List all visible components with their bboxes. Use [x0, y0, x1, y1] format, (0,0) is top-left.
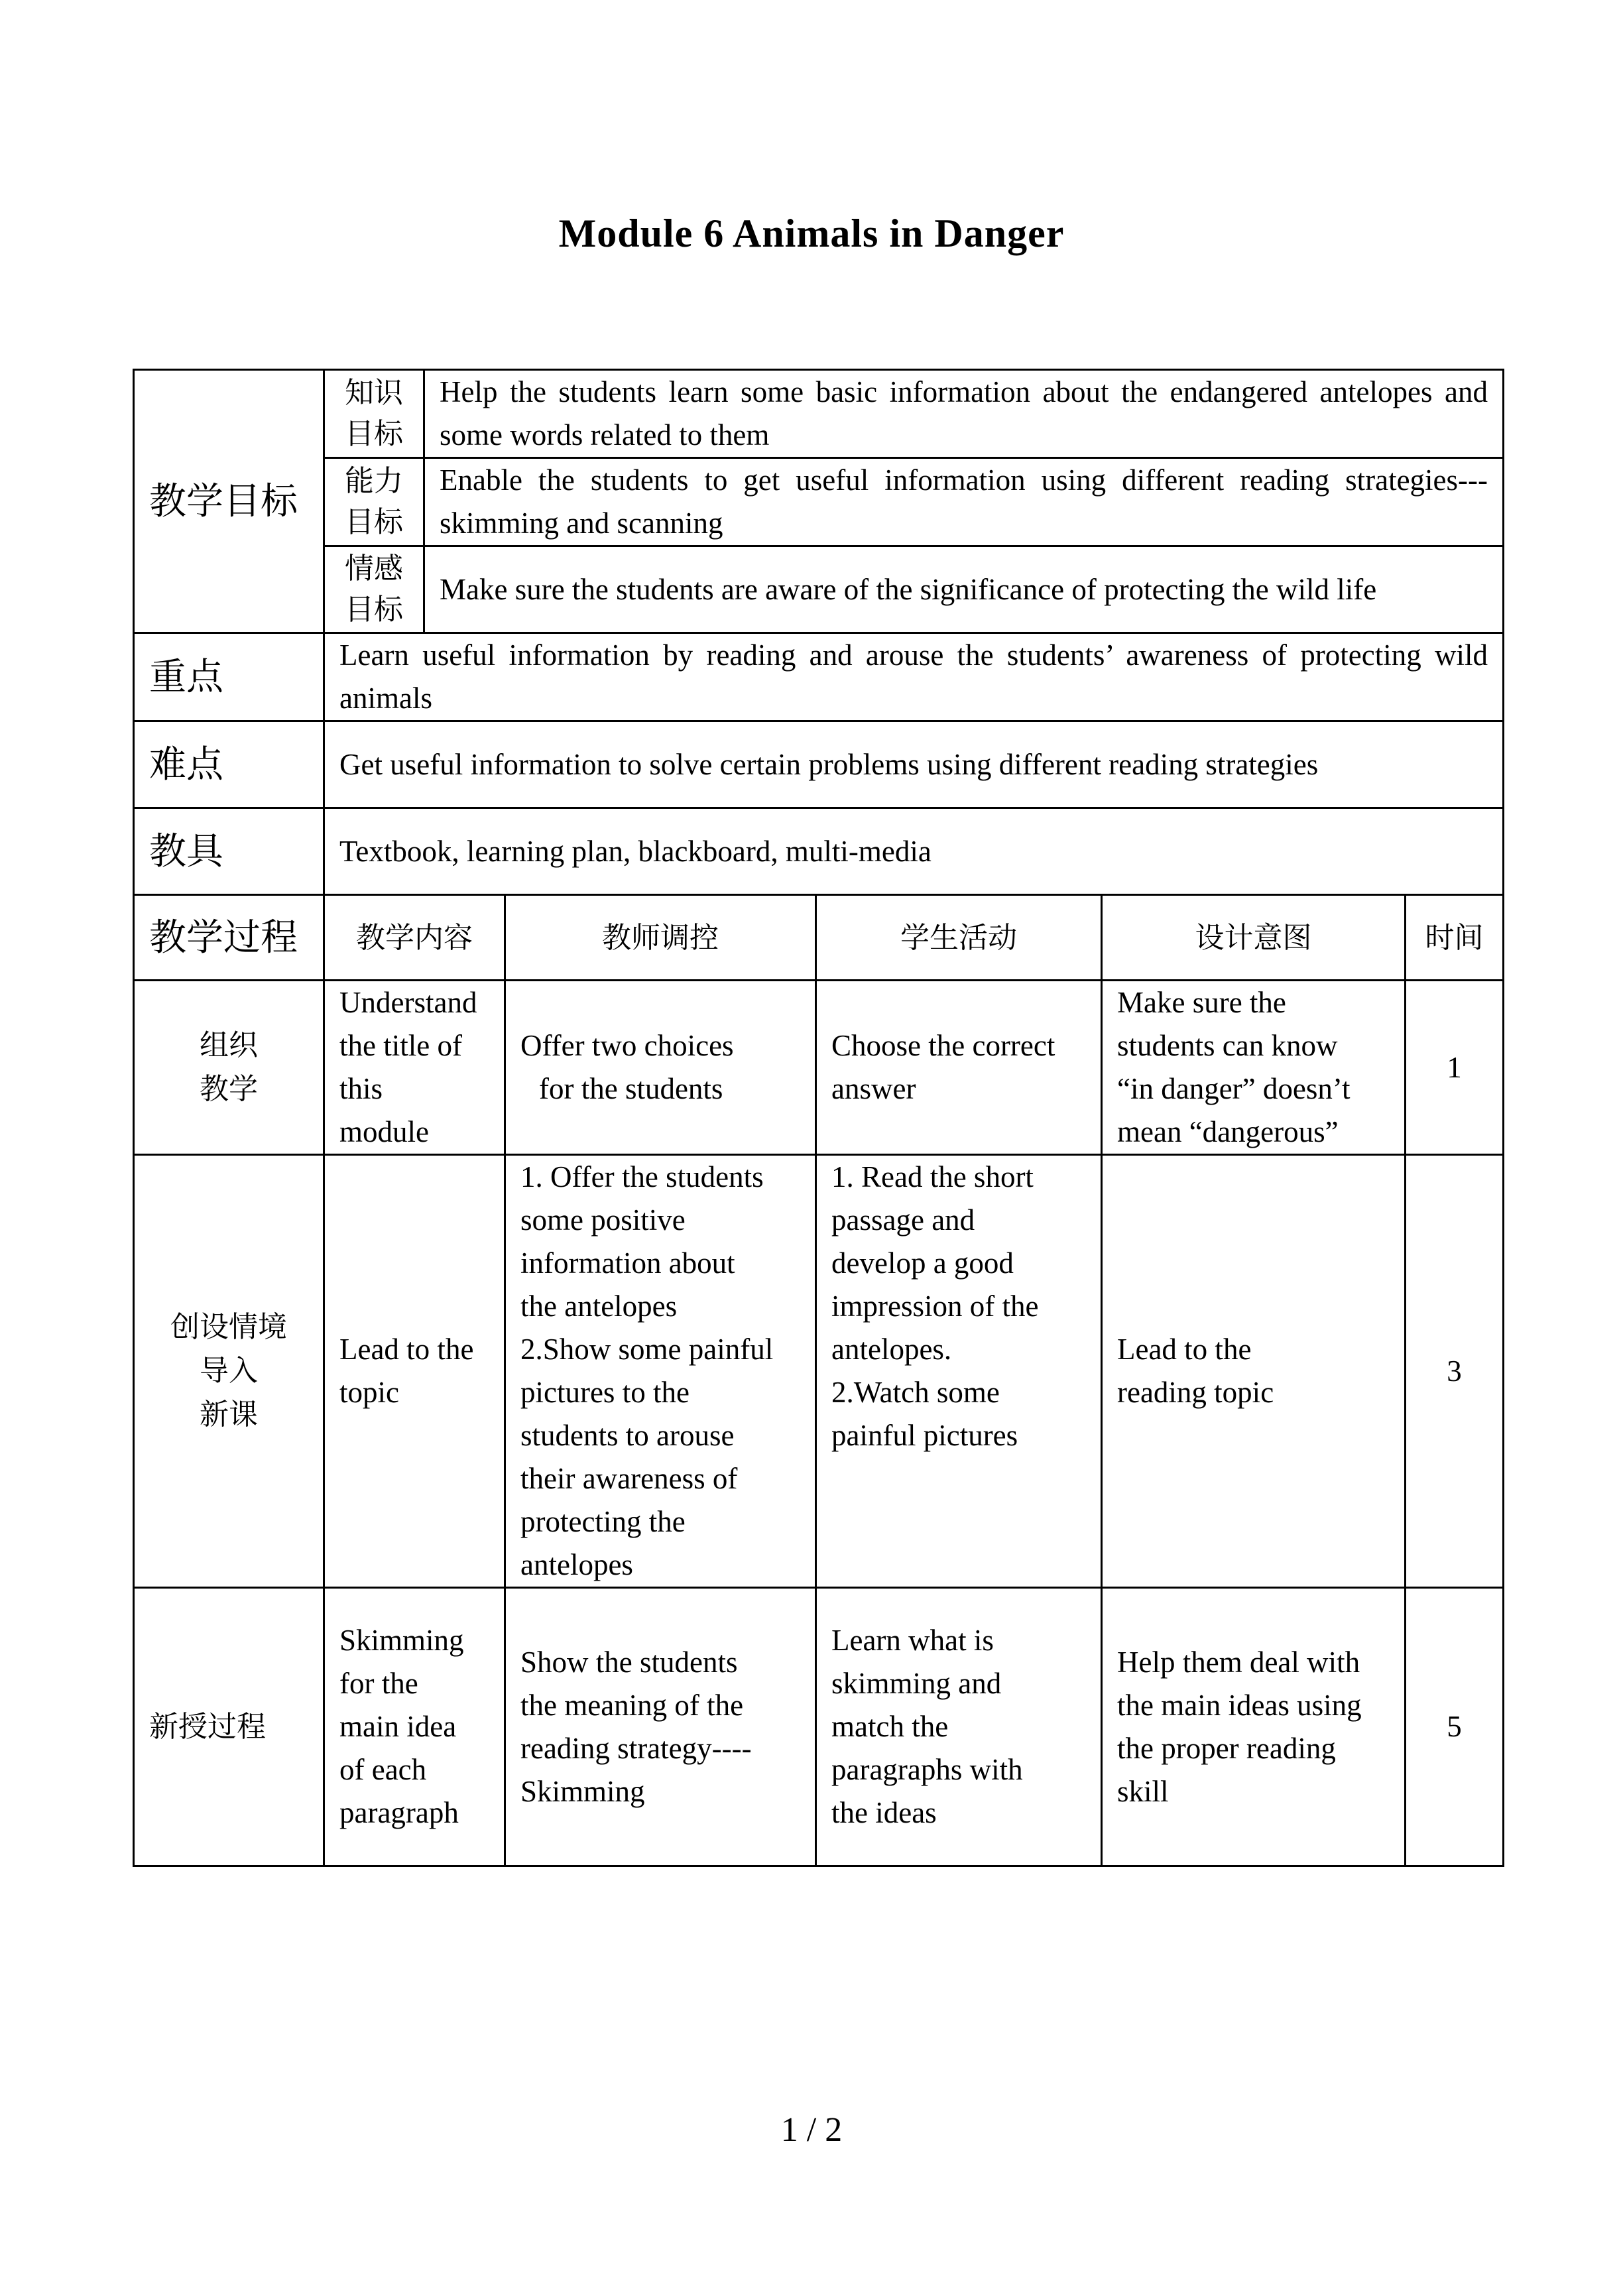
- objective-sub-label: 知识 目标: [324, 370, 424, 458]
- time-cell: 5: [1406, 1588, 1504, 1866]
- content-cell: Skimming for the main idea of each paragraph: [324, 1588, 505, 1866]
- key-points-row: [134, 633, 1504, 721]
- purpose-cell: Lead to the reading topic: [1102, 1155, 1406, 1588]
- content-cell: Lead to the topic: [324, 1155, 505, 1588]
- key-points-text: Learn useful information by reading and arouse the students’ awareness of protecting wild animals: [324, 633, 1504, 721]
- stage-cell: 组织 教学: [134, 981, 324, 1155]
- difficult-points-row: [134, 721, 1504, 808]
- objective-row-ability: [134, 458, 1504, 546]
- process-row: [134, 1155, 1504, 1588]
- lesson-plan-table: [133, 369, 1504, 1867]
- time-cell: 3: [1406, 1155, 1504, 1588]
- purpose-cell: Make sure the students can know “in danger” doesn’t mean “dangerous”: [1102, 981, 1406, 1155]
- column-header: 教学内容: [324, 895, 505, 981]
- page-title: Module 6 Animals in Danger: [558, 211, 1065, 255]
- page-number: 1 / 2: [780, 2111, 843, 2149]
- process-header-row: [134, 895, 1504, 981]
- difficult-points-label: 难点: [134, 721, 324, 808]
- process-row: [134, 981, 1504, 1155]
- teaching-aids-text: Textbook, learning plan, blackboard, multi-media: [324, 808, 1504, 895]
- teacher-cell: Offer two choices for the students: [505, 981, 816, 1155]
- stage-cell: 创设情境 导入 新课: [134, 1155, 324, 1588]
- objective-text: Help the students learn some basic information about the endangered antelopes and some words related to them: [424, 370, 1504, 458]
- key-points-label: 重点: [134, 633, 324, 721]
- student-cell: Learn what is skimming and match the paragraphs with the ideas: [816, 1588, 1102, 1866]
- objective-text: Make sure the students are aware of the significance of protecting the wild life: [424, 546, 1504, 633]
- objectives-label: 教学目标: [134, 370, 324, 633]
- student-cell: 1. Read the short passage and develop a good impression of the antelopes. 2.Watch some painful pictures: [816, 1155, 1102, 1588]
- content-cell: Understand the title of this module: [324, 981, 505, 1155]
- objective-row-knowledge: [134, 370, 1504, 458]
- teacher-cell: 1. Offer the students some positive information about the antelopes 2.Show some painful pictures to the students to arouse their awareness of protecting the antelopes: [505, 1155, 816, 1588]
- teacher-cell: Show the students the meaning of the reading strategy---- Skimming: [505, 1588, 816, 1866]
- column-header: 时间: [1406, 895, 1504, 981]
- objective-text: Enable the students to get useful information using different reading strategies---skimming and scanning: [424, 458, 1504, 546]
- stage-cell: 新授过程: [134, 1588, 324, 1866]
- student-cell: Choose the correct answer: [816, 981, 1102, 1155]
- column-header: 教师调控: [505, 895, 816, 981]
- column-header: 学生活动: [816, 895, 1102, 981]
- teaching-aids-row: [134, 808, 1504, 895]
- objective-sub-label: 能力 目标: [324, 458, 424, 546]
- purpose-cell: Help them deal with the main ideas using the proper reading skill: [1102, 1588, 1406, 1866]
- objective-row-emotion: [134, 546, 1504, 633]
- objective-sub-label: 情感 目标: [324, 546, 424, 633]
- teaching-aids-label: 教具: [134, 808, 324, 895]
- process-label: 教学过程: [134, 895, 324, 981]
- column-header: 设计意图: [1102, 895, 1406, 981]
- difficult-points-text: Get useful information to solve certain problems using different reading strategies: [324, 721, 1504, 808]
- time-cell: 1: [1406, 981, 1504, 1155]
- process-row: [134, 1588, 1504, 1866]
